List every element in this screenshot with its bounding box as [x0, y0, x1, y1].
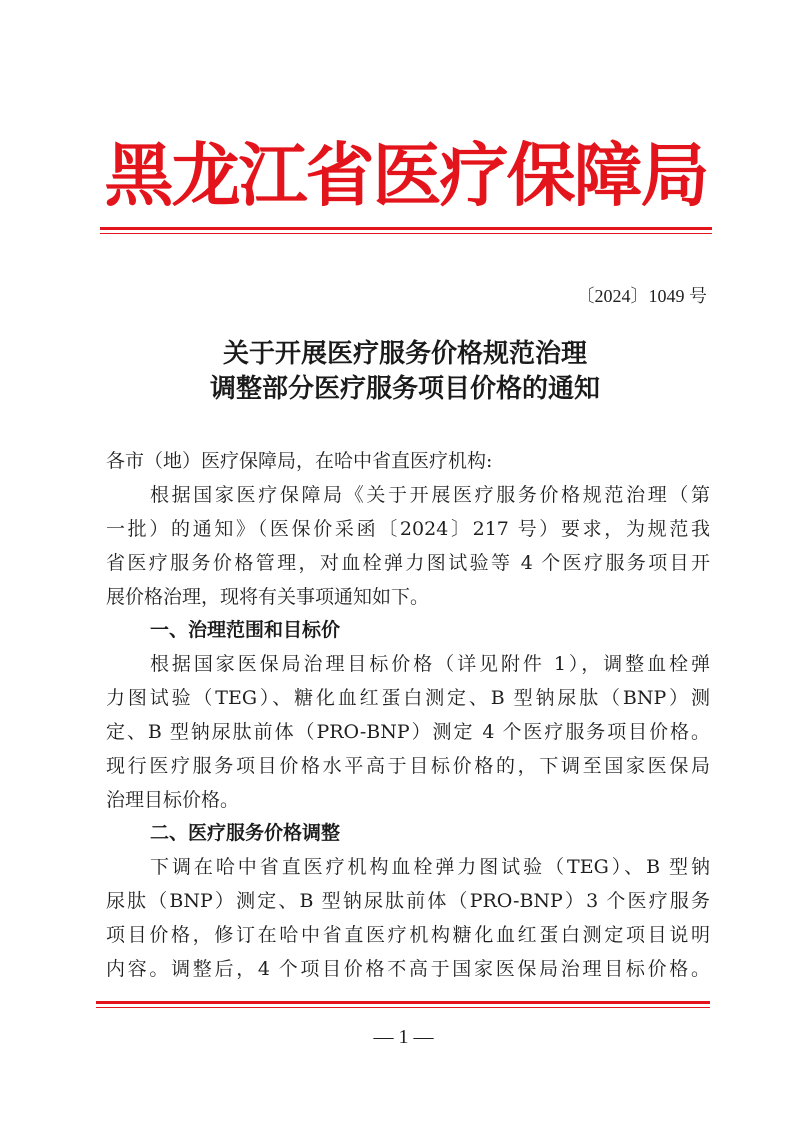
paragraph-2-line: 定、B 型钠尿肽前体（PRO-BNP）测定 4 个医疗服务项目价格。	[106, 721, 710, 743]
paragraph-2-line: 力图试验（TEG）、糖化血红蛋白测定、B 型钠尿肽（BNP）测	[106, 687, 710, 709]
paragraph-2-line: 根据国家医保局治理目标价格（详见附件 1），调整血栓弹	[150, 653, 710, 675]
masthead-rule-thick	[100, 227, 712, 230]
paragraph-1-line: 展价格治理，现将有关事项通知如下。	[106, 586, 430, 608]
paragraph-1-line: 省医疗服务价格管理，对血栓弹力图试验等 4 个医疗服务项目开	[106, 552, 710, 574]
paragraph-1-line: 一批）的通知》（医保价采函〔2024〕217 号）要求，为规范我	[106, 518, 710, 540]
document-title-line-2: 调整部分医疗服务项目价格的通知	[209, 374, 600, 404]
issuer-masthead: 黑龙江省医疗保障局	[104, 135, 708, 216]
paragraph-2-line: 现行医疗服务项目价格水平高于目标价格的，下调至国家医保局	[106, 755, 710, 777]
addressee: 各市（地）医疗保障局，在哈中省直医疗机构:	[106, 450, 493, 472]
paragraph-3-line: 尿肽（BNP）测定、B 型钠尿肽前体（PRO-BNP）3 个医疗服务	[106, 890, 710, 912]
page-number: — 1 —	[373, 1026, 434, 1048]
footer-rule-thick	[96, 1001, 710, 1004]
section-2-heading: 二、医疗服务价格调整	[150, 822, 341, 844]
paragraph-3-line: 下调在哈中省直医疗机构血栓弹力图试验（TEG）、B 型钠	[150, 856, 710, 878]
masthead-rule-thin	[100, 233, 712, 234]
paragraph-2-line: 治理目标价格。	[106, 789, 240, 811]
footer-rule-thin	[96, 1007, 710, 1008]
paragraph-3-line: 内容。调整后，4 个项目价格不高于国家医保局治理目标价格。	[106, 958, 710, 980]
paragraph-3-line: 项目价格，修订在哈中省直医疗机构糖化血红蛋白测定项目说明	[106, 924, 710, 946]
document-title-line-1: 关于开展医疗服务价格规范治理	[222, 339, 587, 369]
paragraph-1-line: 根据国家医疗保障局《关于开展医疗服务价格规范治理（第	[150, 484, 710, 506]
section-1-heading: 一、治理范围和目标价	[150, 619, 341, 641]
document-number: 〔2024〕1049 号	[576, 286, 707, 306]
